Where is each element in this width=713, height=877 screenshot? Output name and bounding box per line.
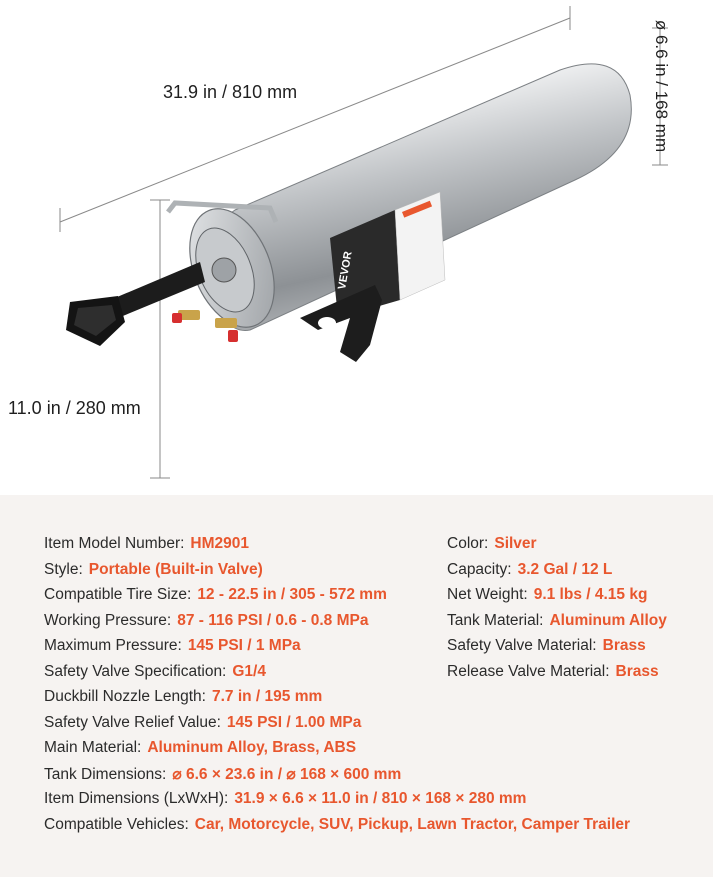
spec-value: 12 - 22.5 in / 305 - 572 mm <box>197 586 387 603</box>
spec-key: Safety Valve Specification: <box>44 663 227 680</box>
spec-row <box>44 739 356 757</box>
spec-value: Aluminum Alloy <box>549 612 667 629</box>
spec-row <box>44 790 526 808</box>
duckbill-nozzle <box>66 262 205 346</box>
spec-row <box>44 637 301 655</box>
height-dimension-label: 11.0 in / 280 mm <box>8 398 141 418</box>
spec-row <box>44 714 361 732</box>
spec-row <box>447 586 647 604</box>
spec-value: 31.9 × 6.6 × 11.0 in / 810 × 168 × 280 mm <box>234 790 527 807</box>
spec-value: G1/4 <box>232 663 266 680</box>
spec-key: Tank Material: <box>447 612 544 629</box>
spec-row <box>44 535 249 553</box>
spec-value: HM2901 <box>190 535 250 552</box>
spec-row <box>44 816 630 834</box>
spec-key: Style: <box>44 561 83 578</box>
spec-row <box>44 688 322 706</box>
spec-value: ⌀ 6.6 × 23.6 in / ⌀ 168 × 600 mm <box>172 766 402 783</box>
spec-value: Aluminum Alloy, Brass, ABS <box>147 739 357 756</box>
spec-row <box>447 535 537 553</box>
spec-value: 3.2 Gal / 12 L <box>517 561 613 578</box>
spec-value: 7.7 in / 195 mm <box>211 688 323 705</box>
spec-value: 145 PSI / 1 MPa <box>187 637 301 654</box>
spec-key: Item Model Number: <box>44 535 185 552</box>
spec-value: Portable (Built-in Valve) <box>88 561 263 578</box>
spec-key: Tank Dimensions: <box>44 766 167 783</box>
spec-key: Main Material: <box>44 739 142 756</box>
spec-key: Safety Valve Material: <box>447 637 597 654</box>
spec-row <box>44 586 387 604</box>
spec-value: Silver <box>494 535 537 552</box>
spec-row <box>44 663 266 681</box>
spec-key: Working Pressure: <box>44 612 172 629</box>
spec-key: Maximum Pressure: <box>44 637 182 654</box>
spec-key: Compatible Vehicles: <box>44 816 189 833</box>
spec-row <box>44 765 401 784</box>
brand-label: VEVOR <box>336 250 355 291</box>
spec-key: Capacity: <box>447 561 512 578</box>
diameter-dimension-label: ø 6.6 in / 168 mm <box>652 19 672 153</box>
spec-row <box>44 561 263 579</box>
spec-value: 87 - 116 PSI / 0.6 - 0.8 MPa <box>177 612 369 629</box>
spec-value: Brass <box>615 663 659 680</box>
spec-key: Item Dimensions (LxWxH): <box>44 790 229 807</box>
spec-value: Brass <box>602 637 646 654</box>
spec-row <box>447 663 659 681</box>
spec-value: Car, Motorcycle, SUV, Pickup, Lawn Tractor, Camper Trailer <box>194 816 631 833</box>
spec-key: Net Weight: <box>447 586 528 603</box>
spec-row <box>447 612 667 630</box>
spec-key: Color: <box>447 535 489 552</box>
spec-row <box>447 561 612 579</box>
length-dimension-label: 31.9 in / 810 mm <box>163 82 298 102</box>
spec-value: 145 PSI / 1.00 MPa <box>226 714 362 731</box>
spec-row <box>447 637 646 655</box>
spec-value: 9.1 lbs / 4.15 kg <box>533 586 648 603</box>
spec-key: Release Valve Material: <box>447 663 610 680</box>
spec-key: Compatible Tire Size: <box>44 586 192 603</box>
spec-key: Safety Valve Relief Value: <box>44 714 221 731</box>
spec-row <box>44 612 368 630</box>
spec-key: Duckbill Nozzle Length: <box>44 688 206 705</box>
